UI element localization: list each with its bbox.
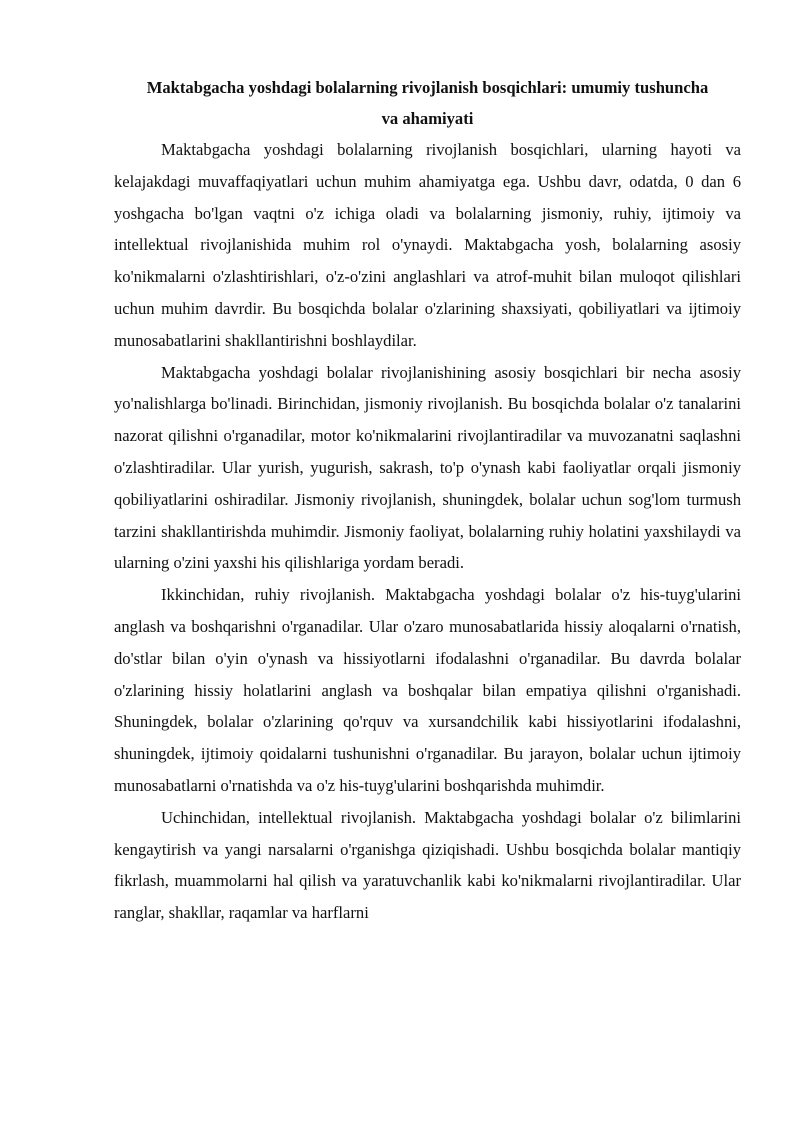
paragraph-emotional-development: Ikkinchidan, ruhiy rivojlanish. Maktabgacha yoshdagi bolalar o'z his-tuyg'ularini anglash va boshqarishni o'rganadilar. Ular o'zaro munosabatlarida hissiy aloqalarni o'rnatish, do'stlar bilan o'yin o'ynash va hissiyotlarni ifodalashni o'rganadilar. Bu davrda bolalar o'zlarining hissiy holatlarini anglash va boshqalar bilan empatiya qilishni o'rganishadi. Shuningdek, bolalar o'zlarining qo'rquv va xursandchilik kabi hissiyotlarini ifodalashni, shuningdek, ijtimoiy qoidalarni tushunishni o'rganadilar. Bu jarayon, bolalar uchun ijtimoiy munosabatlarni o'rnatishda va o'z his-tuyg'ularini boshqarishda muhimdir. [114, 585, 741, 795]
paragraph-intro: Maktabgacha yoshdagi bolalarning rivojlanish bosqichlari, ularning hayoti va kelajakdagi muvaffaqiyatlari uchun muhim ahamiyatga ega. Ushbu davr, odatda, 0 dan 6 yoshgacha bo'lgan vaqtni o'z ichiga oladi va bolalarning jismoniy, ruhiy, ijtimoiy va intellektual rivojlanishida muhim rol o'ynaydi. Maktabgacha yosh, bolalarning asosiy ko'nikmalarni o'zlashtirishlari, o'z-o'zini anglashlari va atrof-muhit bilan muloqot qilishlari uchun muhim davrdir. Bu bosqichda bolalar o'zlarining shaxsiyati, qobiliyatlari va ijtimoiy munosabatlarini shakllantirishni boshlaydilar. [114, 140, 741, 350]
document-page [114, 72, 741, 929]
document-title: Maktabgacha yoshdagi bolalarning rivojlanish bosqichlari: umumiy tushuncha va ahamiyati [146, 78, 709, 128]
paragraph-intellectual-development: Uchinchidan, intellektual rivojlanish. Maktabgacha yoshdagi bolalar o'z bilimlarini kengaytirish va yangi narsalarni o'rganishga qiziqishadi. Ushbu bosqichda bolalar mantiqiy fikrlash, muammolarni hal qilish va yaratuvchanlik kabi ko'nikmalarni rivojlantiradilar. Ular ranglar, shakllar, raqamlar va harflarni [114, 807, 741, 923]
paragraph-physical-development: Maktabgacha yoshdagi bolalar rivojlanishining asosiy bosqichlari bir necha asosiy yo'nalishlarga bo'linadi. Birinchidan, jismoniy rivojlanish. Bu bosqichda bolalar o'z tanalarini nazorat qilishni o'rganadilar, motor ko'nikmalarini rivojlantiradilar va muvozanatni saqlashni o'zlashtiradilar. Ular yurish, yugurish, sakrash, to'p o'ynash kabi faoliyatlar orqali jismoniy qobiliyatlarini oshiradilar. Jismoniy rivojlanish, shuningdek, bolalar uchun sog'lom turmush tarzini shakllantirishda muhimdir. Jismoniy faoliyat, bolalarning ruhiy holatini yaxshilaydi va ularning o'zini yaxshi his qilishlariga yordam beradi. [114, 362, 741, 573]
